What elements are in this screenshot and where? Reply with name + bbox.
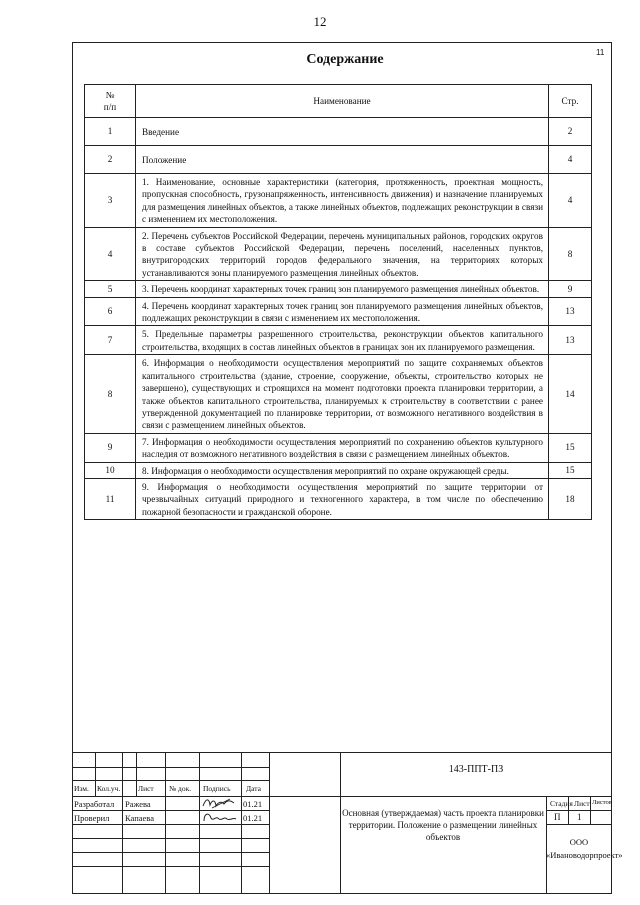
- developed-name: Ражева: [125, 799, 151, 809]
- row-text: 7. Информация о необходимости осуществления мероприятий по сохранению объектов культурного наследия от возможного негативного воздействия в связи с размещением линейных объектов.: [136, 433, 549, 462]
- page-number: 12: [313, 14, 327, 29]
- table-row: [85, 146, 592, 174]
- row-num: 11: [85, 478, 136, 519]
- document-title: Основная (утверждаемая) часть проекта планировки территории. Положение о размещении линейных объектов: [342, 808, 544, 842]
- table-row: [85, 326, 592, 355]
- row-num: 2: [85, 146, 136, 174]
- row-page: 4: [549, 146, 592, 174]
- checked-date: 01.21: [243, 813, 263, 823]
- stamp-header-kol: Кол.уч.: [97, 784, 121, 793]
- organization-name: ООО «Ивановодорпроект»: [546, 837, 623, 860]
- row-num: 6: [85, 297, 136, 326]
- row-text: 3. Перечень координат характерных точек границ зон планируемого размещения линейных объектов.: [136, 281, 549, 297]
- developed-date: 01.21: [243, 799, 263, 809]
- title-block: [72, 752, 623, 894]
- row-page: 15: [549, 462, 592, 478]
- stamp-header-sign: Подпись: [203, 784, 231, 793]
- stamp-header-list: Лист: [138, 784, 154, 793]
- signature-kapaeva-icon: [200, 810, 238, 824]
- row-text: 6. Информация о необходимости осуществления мероприятий по защите сохраняемых объектов капитального строительства (здание, строение, сооружение, объекты, строительство которых не завершено), существующих и строящихся на момент подготовки проекта планировки территории, а также объектов капитального строительства, планируемых к строительству в соответствии с ранее утвержденной документацией по планировке территории, от возможного негативного воздействия в связи с размещением линейных объектов.: [136, 355, 549, 433]
- sheets-label: Листов: [592, 799, 612, 806]
- row-text: 1. Наименование, основные характеристики (категория, протяженность, проектная мощность, пропускная способность, грузонапряженность, интенсивность движения) и назначение планируемых для размещения линейных объектов, а также линейных объектов, подлежащих реконструкции в связи с изменением их местоположения.: [136, 174, 549, 228]
- table-row: [85, 297, 592, 326]
- row-page: 2: [549, 118, 592, 146]
- table-header-row: [85, 85, 592, 118]
- row-text: Положение: [136, 146, 549, 174]
- row-text: 9. Информация о необходимости осуществления мероприятий по защите территории от чрезвычайных ситуаций природного и техногенного характера, в том числе по обеспечению пожарной безопасности и гражданской обороне.: [136, 478, 549, 519]
- row-num: 1: [85, 118, 136, 146]
- table-row: [85, 227, 592, 281]
- row-page: 8: [549, 227, 592, 281]
- row-page: 14: [549, 355, 592, 433]
- table-row: [85, 433, 592, 462]
- header-num: № п/п: [85, 85, 136, 118]
- row-page: 15: [549, 433, 592, 462]
- row-page: 9: [549, 281, 592, 297]
- row-num: 5: [85, 281, 136, 297]
- row-text: Введение: [136, 118, 549, 146]
- contents-table: [84, 84, 592, 520]
- stamp-header-doc: № док.: [169, 784, 192, 793]
- stage-value: П: [554, 812, 561, 822]
- row-text: 8. Информация о необходимости осуществления мероприятий по охране окружающей среды.: [136, 462, 549, 478]
- row-page: 13: [549, 326, 592, 355]
- table-row: [85, 281, 592, 297]
- row-page: 4: [549, 174, 592, 228]
- table-row: [85, 462, 592, 478]
- header-page: Стр.: [549, 85, 592, 118]
- row-num: 3: [85, 174, 136, 228]
- sheet-label: Лист: [574, 799, 590, 808]
- row-num: 10: [85, 462, 136, 478]
- sheet-value: 1: [577, 812, 582, 822]
- developed-label: Разработал: [74, 799, 115, 809]
- table-row: [85, 174, 592, 228]
- page-title: Содержание: [306, 52, 384, 67]
- checked-name: Капаева: [125, 813, 154, 823]
- signature-razheva-icon: [200, 796, 238, 810]
- row-page: 18: [549, 478, 592, 519]
- stamp-header-izm: Изм.: [74, 784, 89, 793]
- sheet-number: 11: [596, 48, 605, 57]
- stage-label: Стадия: [550, 799, 573, 808]
- row-num: 9: [85, 433, 136, 462]
- row-num: 8: [85, 355, 136, 433]
- row-page: 13: [549, 297, 592, 326]
- row-num: 4: [85, 227, 136, 281]
- document-code: 143-ППТ-ПЗ: [448, 764, 504, 775]
- table-row: [85, 478, 592, 519]
- header-name: Наименование: [136, 85, 549, 118]
- row-num: 7: [85, 326, 136, 355]
- table-row: [85, 355, 592, 433]
- row-text: 5. Предельные параметры разрешенного строительства, реконструкции объектов капитального строительства, входящих в состав линейных объектов в границах зон их планируемого размещения.: [136, 326, 549, 355]
- row-text: 4. Перечень координат характерных точек границ зон планируемого размещения линейных объектов, подлежащих реконструкции в связи с изменением их местоположения.: [136, 297, 549, 326]
- checked-label: Проверил: [74, 813, 110, 823]
- table-row: [85, 118, 592, 146]
- stamp-header-date: Дата: [246, 784, 261, 793]
- row-text: 2. Перечень субъектов Российской Федерации, перечень муниципальных районов, городских округов в составе субъектов Российской Федерации, перечень поселений, населенных пунктов, внутригородских территорий городов федерального значения, на территориях которых устанавливаются зоны планируемого размещения линейных объектов.: [136, 227, 549, 281]
